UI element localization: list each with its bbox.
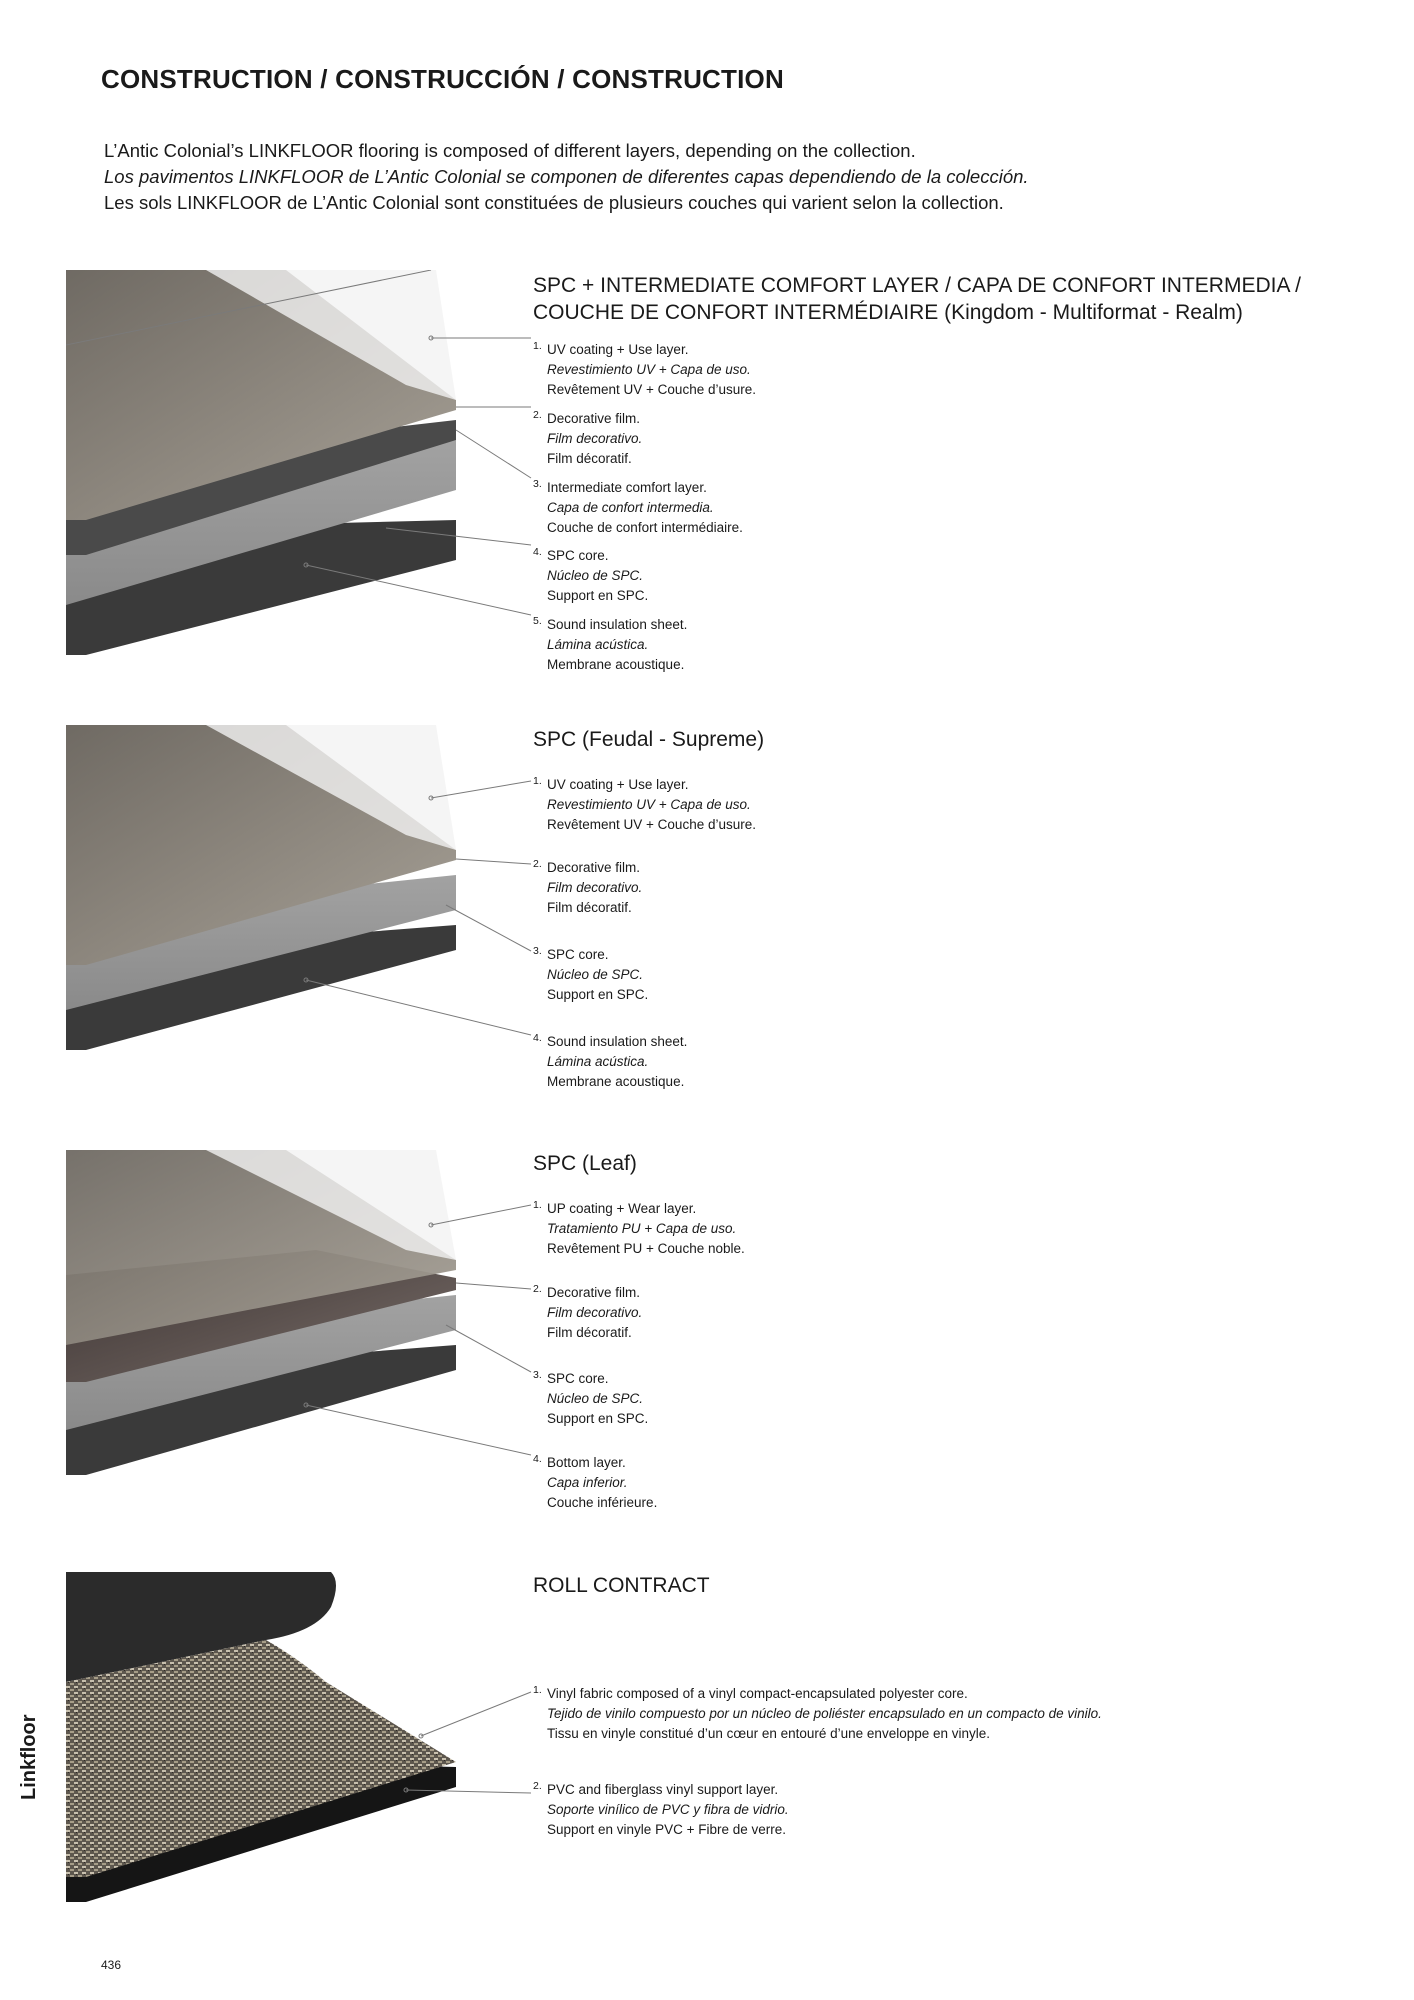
layer-number: 2. <box>533 409 542 421</box>
layer-fr: Film décoratif. <box>547 1325 632 1340</box>
layer-item <box>533 409 642 469</box>
layer-item <box>533 615 687 675</box>
layer-fr: Support en SPC. <box>547 588 649 603</box>
layer-es: Lámina acústica. <box>547 1054 649 1069</box>
layer-number: 4. <box>533 1032 542 1044</box>
layer-illustration-3 <box>66 1150 536 1490</box>
layer-item <box>533 775 756 835</box>
layer-es: Revestimiento UV + Capa de uso. <box>547 362 751 377</box>
layer-number: 1. <box>533 1684 542 1696</box>
layer-en: Decorative film. <box>547 1285 641 1300</box>
layer-es: Film decorativo. <box>547 880 643 895</box>
section-title: SPC (Leaf) <box>533 1152 637 1175</box>
layer-fr: Film décoratif. <box>547 451 632 466</box>
section-title <box>533 272 1301 326</box>
layer-en: PVC and fiberglass vinyl support layer. <box>547 1782 779 1797</box>
layer-number: 3. <box>533 478 542 490</box>
layer-en: Vinyl fabric composed of a vinyl compact-encapsulated polyester core. <box>547 1686 968 1701</box>
layer-item <box>533 1032 687 1092</box>
layer-item <box>533 945 648 1005</box>
layer-item <box>533 1780 789 1840</box>
layer-illustration-1 <box>66 270 536 670</box>
layer-fr: Membrane acoustique. <box>547 657 685 672</box>
layer-es: Lámina acústica. <box>547 637 649 652</box>
layer-es: Núcleo de SPC. <box>547 568 644 583</box>
layer-fr: Revêtement UV + Couche d’usure. <box>547 382 756 397</box>
layer-en: UV coating + Use layer. <box>547 777 689 792</box>
layer-es: Soporte vinílico de PVC y fibra de vidrio. <box>547 1802 789 1817</box>
layer-number: 1. <box>533 340 542 352</box>
intro-es: Los pavimentos LINKFLOOR de L’Antic Colonial se componen de diferentes capas dependiendo de la colección. <box>104 166 1029 187</box>
page-title: CONSTRUCTION / CONSTRUCCIÓN / CONSTRUCTION <box>101 64 784 94</box>
layer-en: SPC core. <box>547 548 609 563</box>
layer-illustration-4 <box>66 1572 536 1912</box>
layer-number: 5. <box>533 615 542 627</box>
layer-en: Bottom layer. <box>547 1455 626 1470</box>
layer-es: Núcleo de SPC. <box>547 967 644 982</box>
layer-es: Capa de confort intermedia. <box>547 500 714 515</box>
layer-fr: Support en SPC. <box>547 1411 649 1426</box>
layer-number: 3. <box>533 1369 542 1381</box>
layer-en: Sound insulation sheet. <box>547 617 688 632</box>
layer-en: Intermediate comfort layer. <box>547 480 707 495</box>
layer-item <box>533 858 642 918</box>
layer-en: Decorative film. <box>547 860 641 875</box>
layer-en: UV coating + Use layer. <box>547 342 689 357</box>
layer-illustration-2 <box>66 725 536 1065</box>
intro-en: L’Antic Colonial’s LINKFLOOR flooring is composed of different layers, depending on the collection. <box>104 140 916 161</box>
layer-item <box>533 478 743 538</box>
side-label: Linkfloor <box>18 1714 40 1800</box>
layer-fr: Membrane acoustique. <box>547 1074 685 1089</box>
layer-es: Tejido de vinilo compuesto por un núcleo de poliéster encapsulado en un compacto de vinilo. <box>547 1706 1102 1721</box>
layer-fr: Support en vinyle PVC + Fibre de verre. <box>547 1822 786 1837</box>
layer-en: UP coating + Wear layer. <box>547 1201 697 1216</box>
layer-es: Revestimiento UV + Capa de uso. <box>547 797 751 812</box>
layer-number: 1. <box>533 775 542 787</box>
page-number: 436 <box>101 1958 122 1972</box>
layer-number: 1. <box>533 1199 542 1211</box>
section-title-line2: COUCHE DE CONFORT INTERMÉDIAIRE (Kingdom - Multiformat - Realm) <box>533 301 1243 324</box>
layer-fr: Couche de confort intermédiaire. <box>547 520 743 535</box>
layer-number: 2. <box>533 858 542 870</box>
layer-en: Sound insulation sheet. <box>547 1034 688 1049</box>
section-title: SPC (Feudal - Supreme) <box>533 728 765 751</box>
layer-number: 4. <box>533 1453 542 1465</box>
layer-number: 4. <box>533 546 542 558</box>
layer-item <box>533 1684 1102 1744</box>
layer-item <box>533 340 756 400</box>
layer-number: 3. <box>533 945 542 957</box>
layer-en: SPC core. <box>547 1371 609 1386</box>
section-title-line1: SPC + INTERMEDIATE COMFORT LAYER / CAPA DE CONFORT INTERMEDIA / <box>533 274 1301 297</box>
layer-item <box>533 1283 642 1343</box>
layer-en: Decorative film. <box>547 411 641 426</box>
layer-fr: Couche inférieure. <box>547 1495 658 1510</box>
layer-fr: Tissu en vinyle constitué d’un cœur en entouré d’une enveloppe en vinyle. <box>547 1726 991 1741</box>
layer-fr: Film décoratif. <box>547 900 632 915</box>
layer-item <box>533 546 648 606</box>
layer-fr: Support en SPC. <box>547 987 649 1002</box>
intro-fr: Les sols LINKFLOOR de L’Antic Colonial sont constituées de plusieurs couches qui varient selon la collection. <box>104 192 1004 213</box>
layer-es: Núcleo de SPC. <box>547 1391 644 1406</box>
layer-es: Film decorativo. <box>547 1305 643 1320</box>
intro-text <box>104 138 1029 216</box>
layer-item <box>533 1369 648 1429</box>
layer-number: 2. <box>533 1780 542 1792</box>
layer-es: Tratamiento PU + Capa de uso. <box>547 1221 737 1236</box>
section-title: ROLL CONTRACT <box>533 1574 710 1597</box>
layer-es: Film decorativo. <box>547 431 643 446</box>
layer-en: SPC core. <box>547 947 609 962</box>
layer-fr: Revêtement UV + Couche d’usure. <box>547 817 756 832</box>
layer-item <box>533 1199 745 1259</box>
layer-item <box>533 1453 657 1513</box>
layer-number: 2. <box>533 1283 542 1295</box>
layer-fr: Revêtement PU + Couche noble. <box>547 1241 745 1256</box>
layer-es: Capa inferior. <box>547 1475 628 1490</box>
